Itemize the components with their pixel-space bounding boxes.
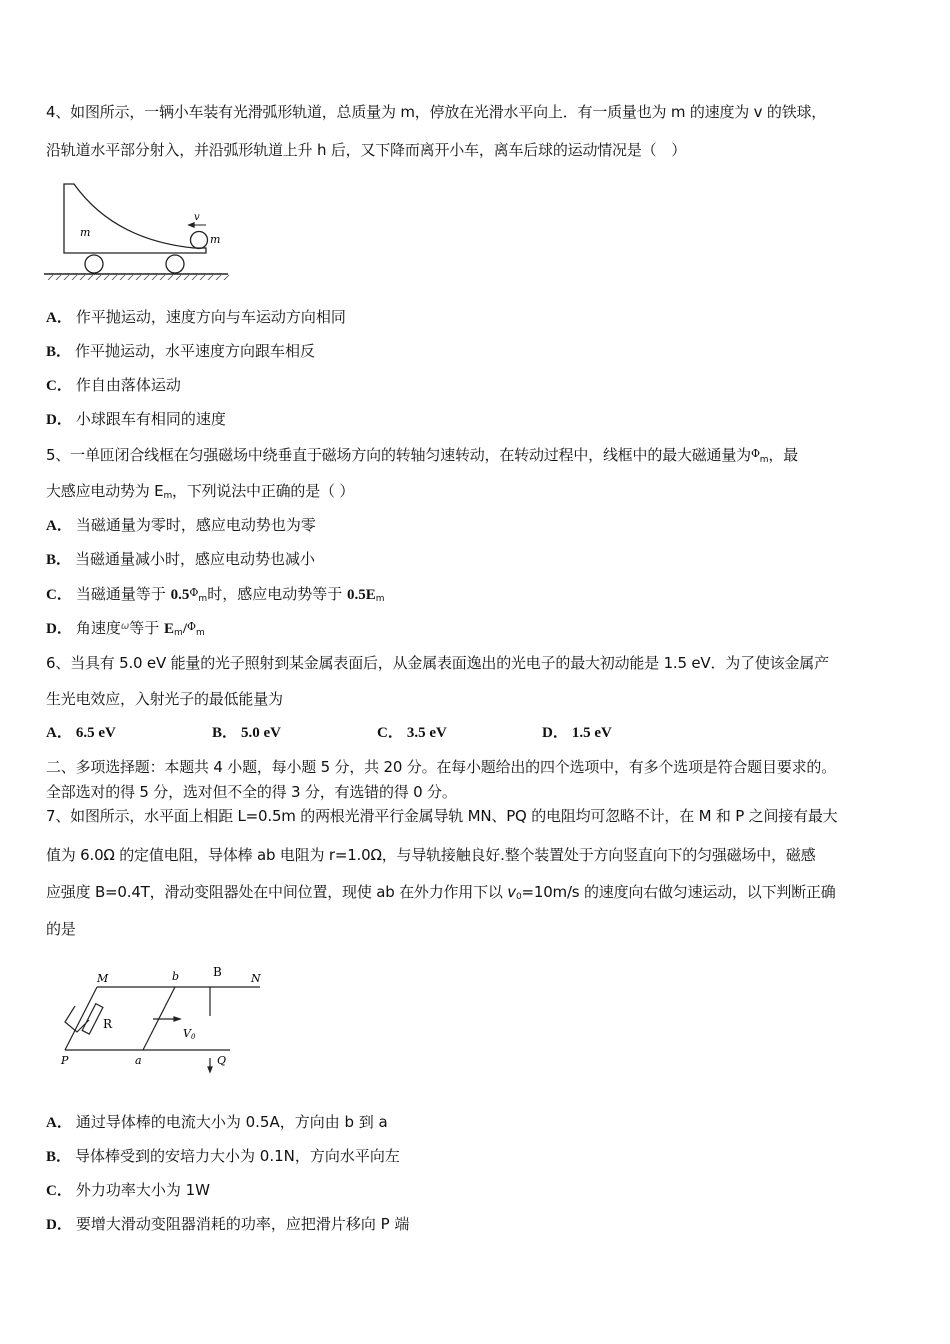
option-label: B．	[212, 725, 238, 741]
option-text: 角速度	[75, 619, 121, 637]
stem-text: 应强度 B=0.4T，滑动变阻器处在中间位置，现使 ab 在外力作用下以	[46, 883, 508, 901]
label-n: N	[251, 972, 261, 985]
stem-text: =10m/s 的速度向右做匀速运动，以下判断正确	[521, 883, 836, 901]
velocity-label: v	[194, 212, 200, 223]
option-label: B．	[46, 344, 72, 360]
option-text: 作平抛运动，速度方向与车运动方向相同	[75, 308, 346, 326]
label-b: b	[172, 970, 180, 983]
option-label: C．	[46, 378, 72, 394]
option-label: A．	[46, 1115, 72, 1131]
option-label: D．	[46, 412, 72, 428]
q7-option-c[interactable]	[46, 1180, 210, 1201]
stem-text: 5、一单匝闭合线框在匀强磁场中绕垂直于磁场方向的转轴匀速转动，在转动过程中，线框中的最大磁通量为	[46, 446, 751, 464]
subscript: m	[196, 628, 205, 638]
subscript: 0	[515, 892, 522, 902]
option-text: 当磁通量等于	[75, 585, 171, 603]
option-text: 1.5 eV	[571, 725, 612, 741]
slash: /	[182, 621, 187, 637]
option-label: D．	[542, 725, 568, 741]
q5-stem-line1	[46, 444, 798, 470]
option-text: 等于	[129, 619, 165, 637]
option-text: 作平抛运动，水平速度方向跟车相反	[75, 342, 316, 360]
velocity-symbol: v	[507, 883, 516, 901]
option-label: A．	[46, 725, 72, 741]
q6-option-d[interactable]	[542, 722, 612, 743]
phi-symbol: Φ	[750, 447, 760, 460]
q5-option-d[interactable]	[46, 617, 205, 643]
q7-option-a[interactable]	[46, 1112, 388, 1133]
q4-stem-line1: 4、如图所示，一辆小车装有光滑弧形轨道，总质量为 m，停放在光滑水平向上．有一质量也为 m 的速度为 v 的铁球，	[46, 103, 827, 121]
q7-stem-line2: 值为 6.0Ω 的定值电阻，导体棒 ab 电阻为 r=1.0Ω，与导轨接触良好.整个装置处于方向竖直向下的匀强磁场中，磁感	[46, 846, 816, 864]
q7-stem-line3	[46, 882, 836, 907]
q4-option-c[interactable]	[46, 375, 181, 396]
q6-option-c[interactable]	[377, 722, 542, 743]
rails-diagram	[65, 987, 260, 1072]
q4-option-b[interactable]	[46, 341, 315, 362]
q7-option-b[interactable]	[46, 1146, 400, 1167]
q6-stem-line2: 生光电效应，入射光子的最低能量为	[46, 690, 283, 708]
option-text: 通过导体棒的电流大小为 0.5A，方向由 b 到 a	[75, 1113, 388, 1131]
option-label: C．	[46, 587, 72, 603]
option-label: B．	[46, 552, 72, 568]
q4-stem-line2: 沿轨道水平部分射入，并沿弧形轨道上升 h 后，又下降而离开小车，离车后球的运动情况是（ ）	[46, 141, 687, 159]
label-field-b: B	[213, 965, 222, 979]
option-label: C．	[377, 725, 403, 741]
option-text: 当磁通量为零时，感应电动势也为零	[75, 516, 316, 534]
section2-heading-line2: 全部选对的得 5 分，选对但不全的得 3 分，有选错的得 0 分。	[46, 783, 457, 801]
q6-options-row	[46, 722, 612, 743]
subscript: m	[174, 628, 183, 638]
cart-mass-label: m	[80, 226, 91, 239]
option-text: 当磁通量减小时，感应电动势也减小	[75, 550, 316, 568]
q7-stem-line1: 7、如图所示，水平面上相距 L=0.5m 的两根光滑平行金属导轨 MN、PQ 的电阻均可忽略不计，在 M 和 P 之间接有最大	[46, 807, 838, 825]
option-label: D．	[46, 621, 72, 637]
subscript: m	[163, 491, 173, 501]
option-label: A．	[46, 310, 72, 326]
subscript: m	[759, 455, 769, 465]
option-text: 外力功率大小为 1W	[75, 1181, 210, 1199]
stem-text: ，下列说法中正确的是（ ）	[172, 482, 355, 500]
q7-stem-line4: 的是	[46, 920, 76, 938]
option-label: D．	[46, 1217, 72, 1233]
option-text: 导体棒受到的安培力大小为 0.1N，方向水平向左	[75, 1147, 400, 1165]
q6-option-a[interactable]	[46, 722, 212, 743]
phi-symbol: Φ	[189, 586, 199, 599]
q4-option-a[interactable]	[46, 307, 346, 328]
label-m: M	[97, 972, 109, 985]
ball-mass-label: m	[210, 233, 221, 246]
q5-stem-line2	[46, 481, 354, 506]
label-q: Q	[217, 1054, 227, 1067]
q6-option-b[interactable]	[212, 722, 377, 743]
subscript: m	[375, 594, 385, 604]
q5-option-c[interactable]	[46, 583, 385, 609]
section2-heading-line1: 二、多项选择题：本题共 4 小题，每小题 5 分，共 20 分。在每小题给出的四个选项中，有多个选项是符合题目要求的。	[46, 758, 836, 776]
option-text: 小球跟车有相同的速度	[75, 410, 226, 428]
label-p: P	[61, 1054, 69, 1067]
q5-option-b[interactable]	[46, 549, 315, 570]
option-label: B．	[46, 1149, 72, 1165]
option-label: C．	[46, 1183, 72, 1199]
option-text: 时，感应电动势等于	[207, 585, 347, 603]
option-text: 要增大滑动变阻器消耗的功率，应把滑片移向 P 端	[75, 1215, 410, 1233]
phi-symbol: Φ	[186, 620, 197, 633]
label-v0: V0	[183, 1027, 196, 1041]
q5-option-a[interactable]	[46, 515, 316, 536]
q7-rail-figure	[55, 962, 275, 1082]
label-a: a	[135, 1054, 142, 1067]
q4-option-d[interactable]	[46, 409, 226, 430]
option-text: 6.5 eV	[75, 725, 116, 741]
option-number: E	[164, 621, 175, 637]
option-text: 作自由落体运动	[75, 376, 181, 394]
label-r: R	[103, 1017, 113, 1031]
q7-option-d[interactable]	[46, 1214, 409, 1235]
ground-hatching	[48, 275, 229, 280]
option-label: A．	[46, 518, 72, 534]
stem-text: ，最	[768, 446, 798, 464]
omega-symbol: ω	[120, 621, 130, 632]
option-number: 0.5	[170, 587, 190, 603]
subscript: m	[198, 594, 208, 604]
q4-cart-figure	[44, 180, 234, 280]
option-text: 5.0 eV	[241, 725, 282, 741]
stem-text: 大感应电动势为 E	[46, 482, 164, 500]
option-number: 0.5E	[346, 587, 376, 603]
cart-icon	[44, 184, 228, 274]
option-text: 3.5 eV	[406, 725, 447, 741]
q6-stem-line1: 6、当具有 5.0 eV 能量的光子照射到某金属表面后，从金属表面逸出的光电子的最大初动能是 1.5 eV．为了使该金属产	[46, 654, 829, 672]
